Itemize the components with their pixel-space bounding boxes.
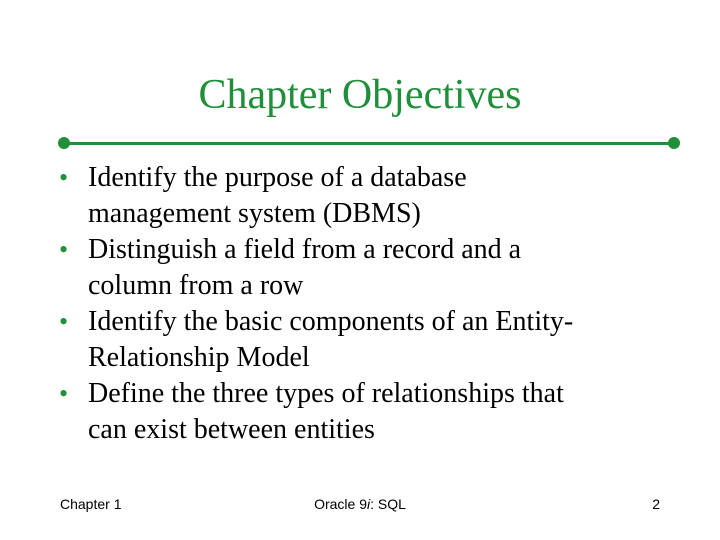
bullet-icon: •	[59, 379, 69, 408]
footer-course-prefix: Oracle 9	[314, 496, 367, 512]
footer-course-suffix: : SQL	[370, 496, 406, 512]
bullet-icon: •	[59, 307, 69, 336]
objectives-list	[58, 160, 678, 448]
bullet-line-1: Identify the purpose of a database	[88, 162, 467, 193]
title-divider-line	[64, 142, 674, 145]
list-item	[58, 376, 678, 448]
bullet-line-2: can exist between entities	[88, 414, 375, 445]
slide-title: Chapter Objectives	[198, 72, 522, 118]
bullet-line-1: Define the three types of relationships that	[88, 378, 564, 409]
list-item	[58, 304, 678, 376]
list-item	[58, 160, 678, 232]
divider-left-dot-icon	[58, 137, 70, 149]
page-number: 2	[652, 496, 660, 512]
footer-chapter-label: Chapter 1	[60, 496, 122, 512]
bullet-line-2: management system (DBMS)	[88, 198, 421, 229]
bullet-line-1: Identify the basic components of an Entity-	[88, 306, 574, 337]
footer-course-italic: i	[367, 496, 371, 512]
bullet-icon: •	[59, 163, 69, 192]
bullet-icon: •	[59, 235, 69, 264]
footer-course-title	[300, 495, 420, 513]
bullet-line-2: Relationship Model	[88, 342, 310, 373]
list-item	[58, 232, 678, 304]
bullet-line-1: Distinguish a field from a record and a	[88, 234, 522, 265]
divider-right-dot-icon	[668, 137, 680, 149]
bullet-line-2: column from a row	[88, 270, 304, 301]
